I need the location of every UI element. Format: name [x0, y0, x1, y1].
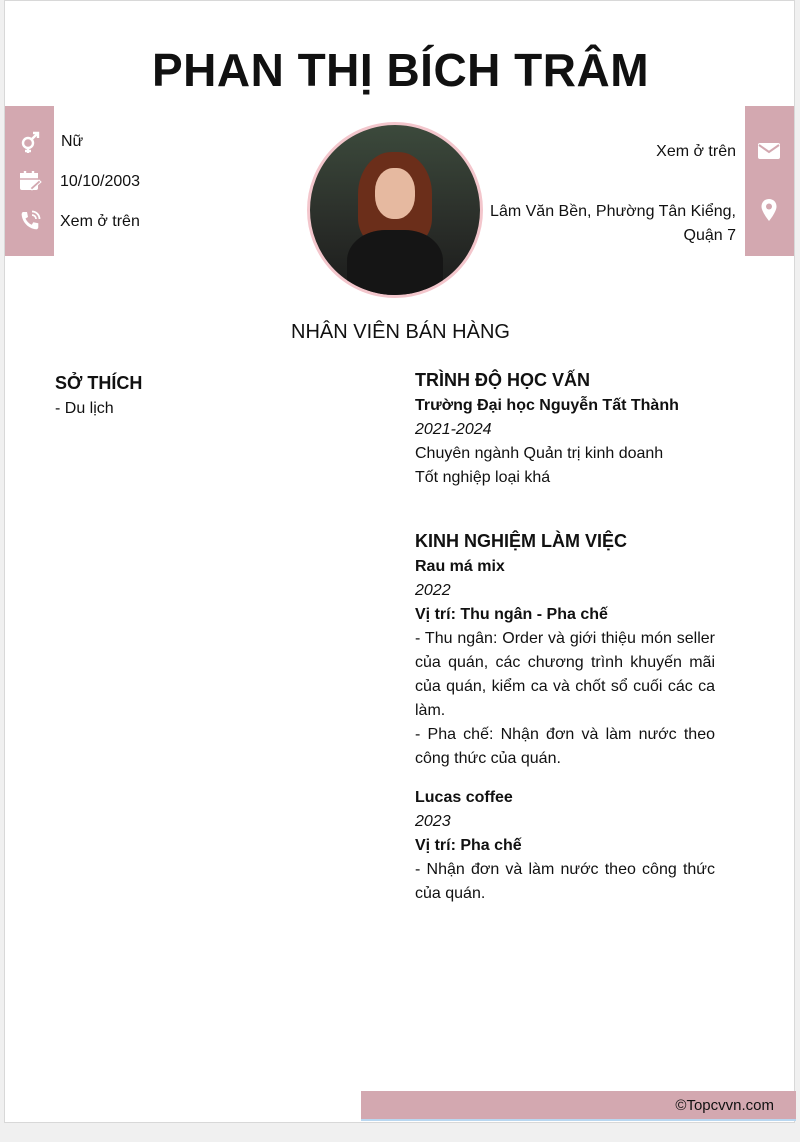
avatar-face: [375, 168, 416, 219]
location-pin-icon: [757, 198, 781, 222]
phone-value: Xem ở trên: [60, 213, 140, 230]
footer-bar: [361, 1091, 796, 1121]
experience-description: - Pha chế: Nhận đơn và làm nước theo công thức của quán.: [415, 726, 715, 767]
experience-year: 2022: [415, 582, 451, 599]
address-value: [490, 200, 736, 248]
left-icon-band: [5, 106, 54, 256]
birthday-value: 10/10/2003: [60, 173, 141, 190]
footer-copyright: ©Topcvvn.com: [675, 1097, 774, 1114]
gender-icon: [18, 130, 42, 154]
education-major: Chuyên ngành Quản trị kinh doanh: [415, 445, 664, 462]
education-section: [415, 370, 715, 490]
experience-description: - Thu ngân: Order và giới thiệu món seller của quán, các chương trình khuyến mãi của quán, kiểm ca và chốt sổ cuối các ca làm.: [415, 630, 715, 719]
experience-heading: KINH NGHIỆM LÀM VIỆC: [415, 531, 628, 551]
experience-company: Rau má mix: [415, 558, 505, 575]
candidate-name: PHAN THỊ BÍCH TRÂM: [151, 44, 650, 96]
hobbies-section: [55, 373, 375, 421]
phone-icon: [18, 209, 42, 233]
cv-page: [4, 0, 795, 1123]
address-line-2: Quận 7: [683, 227, 736, 244]
experience-item: [415, 555, 715, 771]
experience-item: [415, 786, 715, 906]
education-grade: Tốt nghiệp loại khá: [415, 469, 551, 486]
education-heading: TRÌNH ĐỘ HỌC VẤN: [415, 370, 590, 390]
hobby-item: - Du lịch: [55, 400, 114, 417]
avatar: [307, 122, 483, 298]
experience-company: Lucas coffee: [415, 789, 513, 806]
experience-section: [415, 531, 715, 906]
experience-description: - Nhận đơn và làm nước theo công thức của quán.: [415, 861, 715, 902]
right-icon-band: [745, 106, 794, 256]
experience-position: Vị trí: Thu ngân - Pha chế: [415, 606, 608, 623]
job-title: NHÂN VIÊN BÁN HÀNG: [291, 321, 510, 343]
experience-year: 2023: [415, 813, 451, 830]
avatar-shirt: [347, 230, 442, 298]
address-line-1: Lâm Văn Bền, Phường Tân Kiểng,: [490, 203, 736, 220]
education-school: Trường Đại học Nguyễn Tất Thành: [415, 397, 679, 414]
education-period: 2021-2024: [415, 421, 492, 438]
email-value: Xem ở trên: [656, 143, 736, 160]
mail-icon: [757, 139, 781, 163]
hobbies-heading: SỞ THÍCH: [55, 373, 143, 393]
experience-position: Vị trí: Pha chế: [415, 837, 522, 854]
calendar-icon: [18, 169, 42, 193]
gender-value: Nữ: [61, 133, 84, 150]
